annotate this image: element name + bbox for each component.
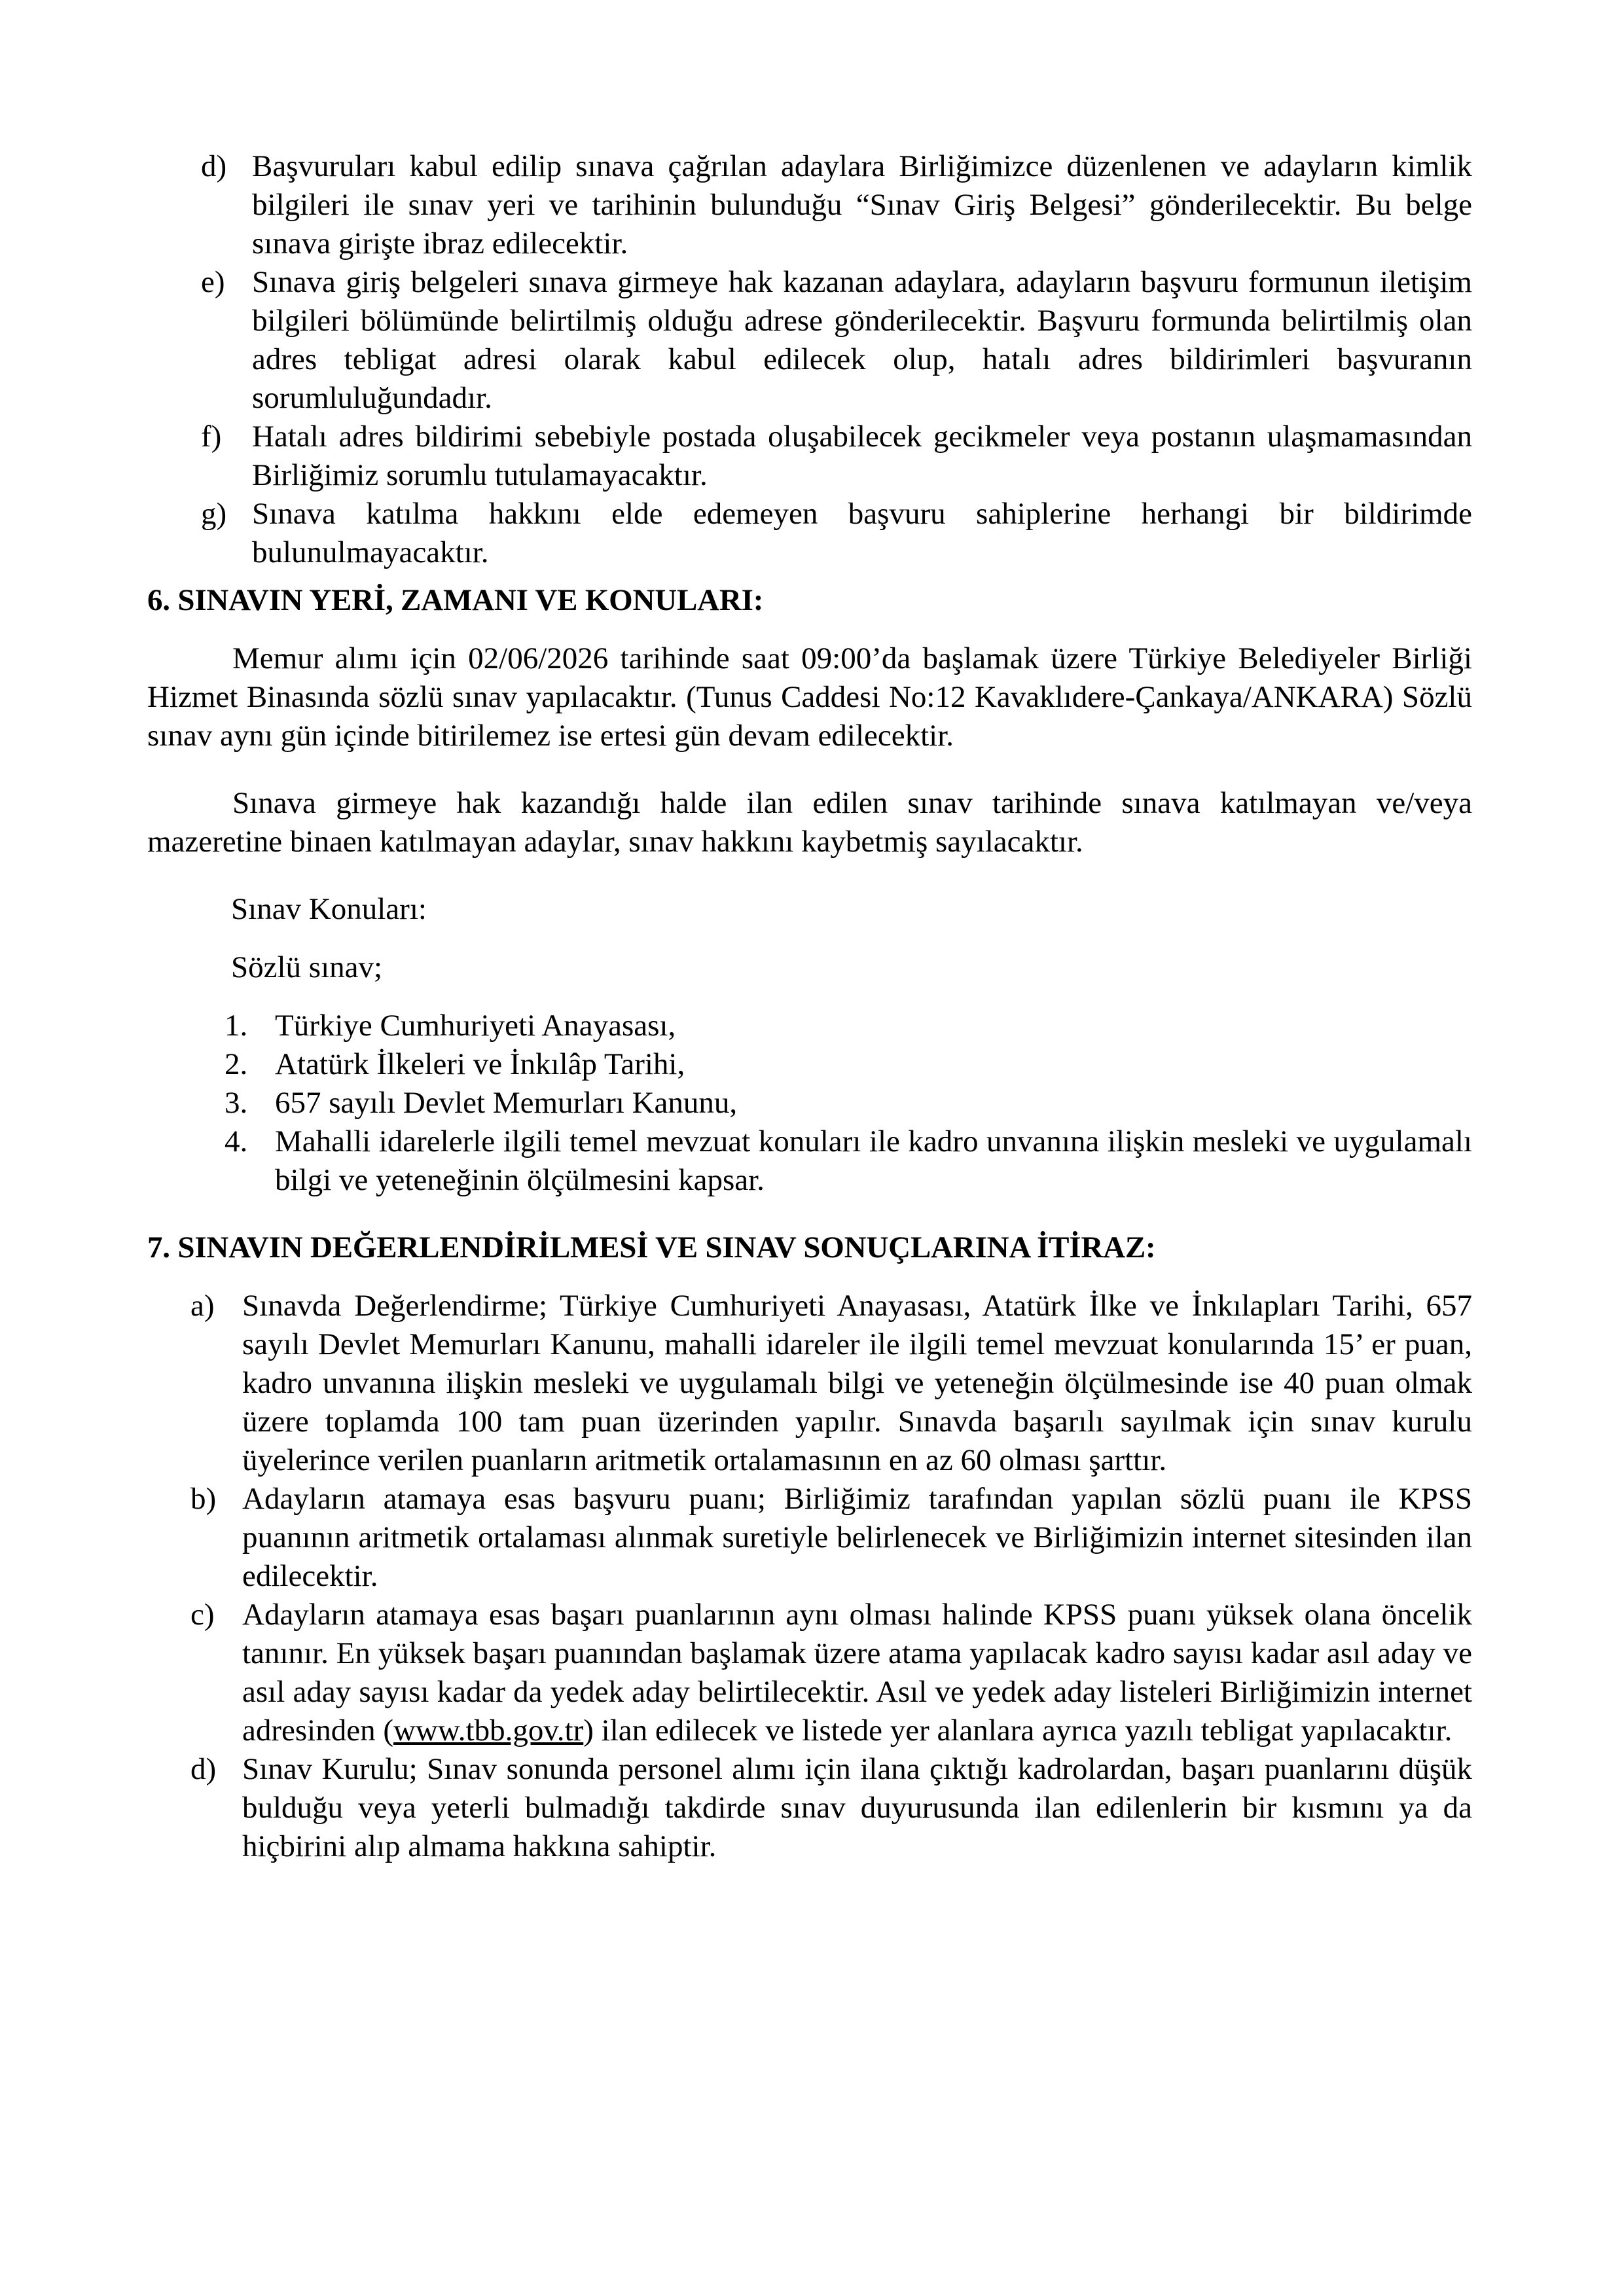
evaluation-item-a: [147, 1287, 1472, 1480]
subject-item-1: [147, 1007, 1472, 1045]
evaluation-list: [147, 1287, 1472, 1866]
list-marker-e: e): [201, 265, 225, 299]
subject-item-4: [147, 1122, 1472, 1200]
section-7-heading: 7. SINAVIN DEĞERLENDİRİLMESİ VE SINAV SONUÇLARINA İTİRAZ:: [147, 1230, 1156, 1265]
subject-marker-2: 2.: [225, 1047, 248, 1081]
evaluation-text-d: Sınav Kurulu; Sınav sonunda personel alımı için ilana çıktığı kadrolardan, başarı puanlarını düşük bulduğu veya yeterli bulmadığı takdirde sınav duyurusunda ilan edilenlerin bir kısmını ya da hiçbirini alıp almama hakkına sahiptir.: [242, 1752, 1472, 1863]
evaluation-text-c: [242, 1596, 1472, 1750]
exam-type-label: Sözlü sınav;: [231, 950, 383, 984]
subject-marker-1: 1.: [225, 1009, 248, 1043]
list-text-f: Hatalı adres bildirimi sebebiyle postada oluşabilecek gecikmeler veya postanın ulaşmamasından Birliğimiz sorumlu tutulamayacaktır.: [252, 420, 1472, 492]
section-6-heading: 6. SINAVIN YERİ, ZAMANI VE KONULARI:: [147, 583, 764, 617]
subject-marker-3: 3.: [225, 1086, 248, 1120]
list-text-e: Sınava giriş belgeleri sınava girmeye hak kazanan adaylara, adayların başvuru formunun iletişim bilgileri bölümünde belirtilmiş olduğu adrese gönderilecektir. Başvuru formunda belirtilmiş olan adres tebligat adresi olarak kabul edilecek olup, hatalı adres bildirimleri başvuranın sorumluluğundadır.: [252, 265, 1472, 415]
exam-subjects-list: [147, 1007, 1472, 1200]
list-item-f: [147, 418, 1472, 495]
subject-item-3: [147, 1084, 1472, 1122]
list-marker-f: f): [201, 420, 222, 454]
list-item-g: [147, 495, 1472, 572]
section-6-paragraph-1: Memur alımı için 02/06/2026 tarihinde saat 09:00’da başlamak üzere Türkiye Belediyeler Birliği Hizmet Binasında sözlü sınav yapılacaktır. (Tunus Caddesi No:12 Kavaklıdere-Çankaya/ANKARA) Sözlü sınav aynı gün içinde bitirilemez ise ertesi gün devam edilecektir.: [147, 641, 1472, 753]
evaluation-item-c: [147, 1596, 1472, 1750]
list-item-d: [147, 147, 1472, 263]
evaluation-marker-c: c): [190, 1598, 215, 1632]
spacer: [147, 987, 1472, 1007]
evaluation-text-c-after-link: ) ilan edilecek ve listede yer alanlara ayrıca yazılı tebligat yapılacaktır.: [583, 1713, 1453, 1748]
list-text-g: Sınava katılma hakkını elde edemeyen başvuru sahiplerine herhangi bir bildirimde bulunulmayacaktır.: [252, 497, 1472, 569]
subject-text-1: Türkiye Cumhuriyeti Anayasası,: [275, 1009, 676, 1043]
evaluation-marker-b: b): [190, 1482, 217, 1516]
evaluation-text-c-before-link: Adayların atamaya esas başarı puanlarının aynı olması halinde KPSS puanı yüksek olana öncelik tanınır. En yüksek başarı puanından başlamak üzere atama yapılacak kadro sayısı kadar asıl aday ve asıl aday sayısı kadar da yedek aday belirtilecektir. Asıl ve yedek aday listeleri Birliğimizin internet adresinden (: [242, 1598, 1472, 1748]
subject-text-4: Mahalli idarelerle ilgili temel mevzuat konuları ile kadro unvanına ilişkin mesleki ve uygulamalı bilgi ve yeteneğinin ölçülmesini kapsar.: [275, 1124, 1472, 1197]
evaluation-marker-a: a): [190, 1289, 215, 1323]
exam-subjects-label: Sınav Konuları:: [231, 892, 427, 926]
list-item-e: [147, 263, 1472, 418]
list-marker-d: d): [201, 149, 227, 183]
spacer: [147, 861, 1472, 890]
evaluation-item-d: [147, 1750, 1472, 1866]
evaluation-text-b: Adayların atamaya esas başvuru puanı; Birliğimiz tarafından yapılan sözlü puanı ile KPSS puanının aritmetik ortalaması alınmak suretiyle belirlenecek ve Birliğimizin internet sitesinden ilan edilecektir.: [242, 1482, 1472, 1593]
list-text-d: Başvuruları kabul edilip sınava çağrılan adaylara Birliğimizce düzenlenen ve adayların kimlik bilgileri ile sınav yeri ve tarihinin bulunduğu “Sınav Giriş Belgesi” gönderilecektir. Bu belge sınava girişte ibraz edilecektir.: [252, 149, 1472, 260]
evaluation-text-a: Sınavda Değerlendirme; Türkiye Cumhuriyeti Anayasası, Atatürk İlke ve İnkılapları Tarihi, 657 sayılı Devlet Memurları Kanunu, mahalli idareler ile ilgili temel mevzuat konularında 15’ er puan, kadro unvanına ilişkin mesleki ve uygulamalı bilgi ve yeteneğin ölçülmesinde ise 40 puan olmak üzere toplamda 100 tam puan üzerinden yapılır. Sınavda başarılı sayılmak için sınav kurulu üyelerince verilen puanların aritmetik ortalamasının en az 60 olması şarttır.: [242, 1289, 1472, 1477]
spacer: [147, 1267, 1472, 1287]
application-notes-list: [147, 147, 1472, 572]
spacer: [147, 1200, 1472, 1219]
subject-text-2: Atatürk İlkeleri ve İnkılâp Tarihi,: [275, 1047, 685, 1081]
spacer: [147, 755, 1472, 784]
tbb-website-link[interactable]: www.tbb.gov.tr: [393, 1713, 584, 1748]
evaluation-item-b: [147, 1480, 1472, 1596]
evaluation-marker-d: d): [190, 1752, 217, 1786]
subject-marker-4: 4.: [225, 1124, 248, 1158]
spacer: [147, 929, 1472, 948]
subject-text-3: 657 sayılı Devlet Memurları Kanunu,: [275, 1086, 738, 1120]
spacer: [147, 620, 1472, 639]
section-6-paragraph-2: Sınava girmeye hak kazandığı halde ilan edilen sınav tarihinde sınava katılmayan ve/veya mazeretine binaen katılmayan adaylar, sınav hakkını kaybetmiş sayılacaktır.: [147, 786, 1472, 859]
subject-item-2: [147, 1045, 1472, 1084]
list-marker-g: g): [201, 497, 227, 531]
